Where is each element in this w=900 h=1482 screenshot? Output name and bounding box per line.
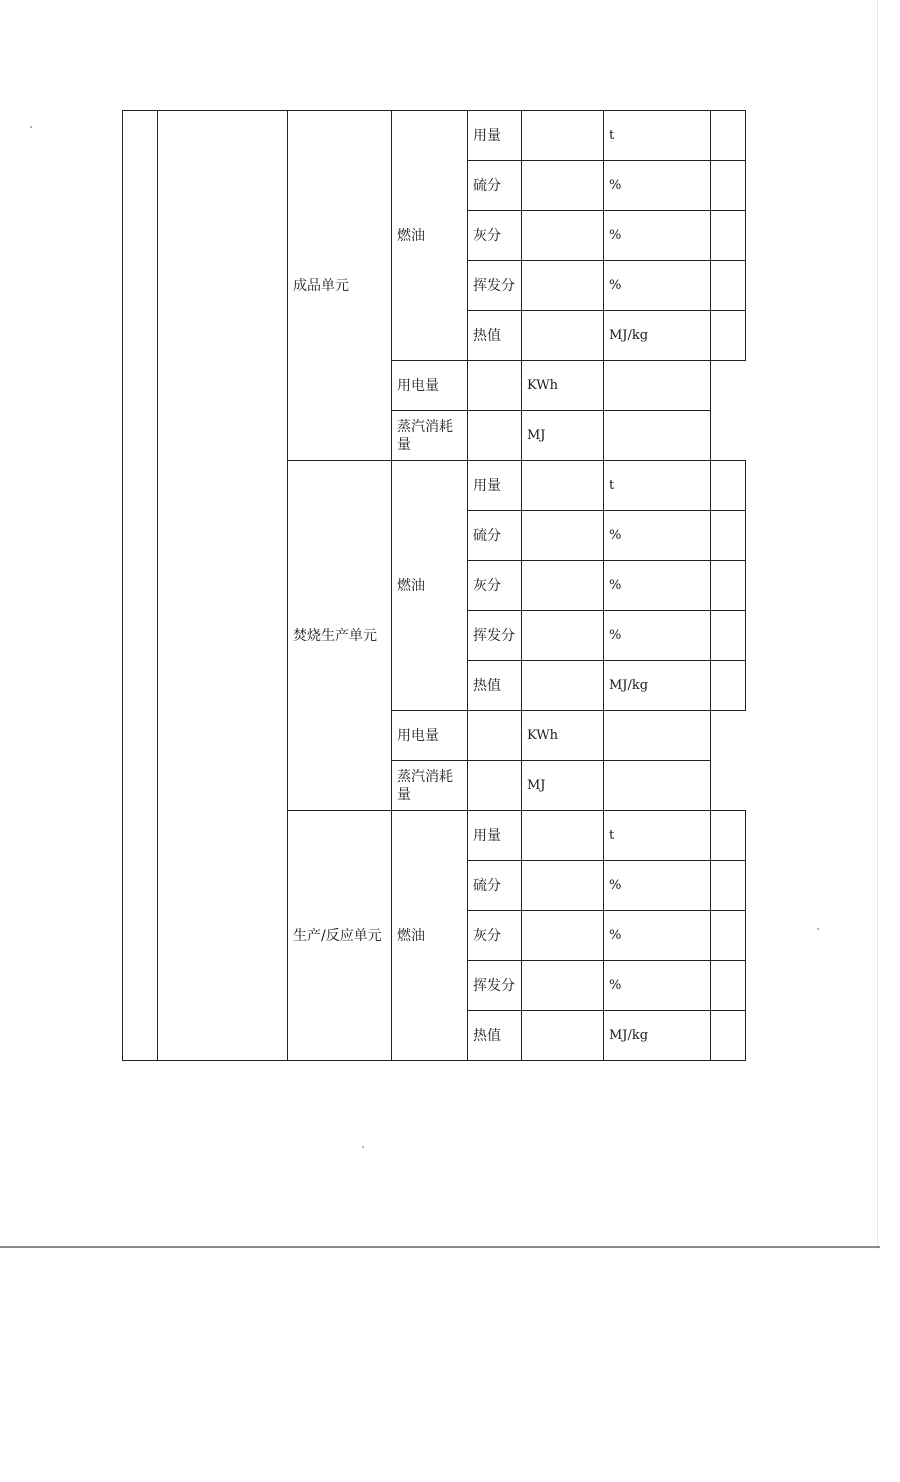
unit-of-measure-cell: MJ/kg: [604, 311, 711, 361]
unit-of-measure-cell: KWh: [522, 711, 604, 761]
item-label-cell: 热值: [468, 1011, 522, 1061]
unit-of-measure-cell: KWh: [522, 361, 604, 411]
unit-name-cell: 成品单元: [288, 111, 392, 461]
unit-of-measure-cell: %: [604, 611, 711, 661]
item-value-cell: [522, 161, 604, 211]
unit-name-cell: 生产/反应单元: [288, 811, 392, 1061]
remark-cell: [604, 711, 711, 761]
remark-cell: [711, 511, 746, 561]
item-value-cell: [468, 361, 522, 411]
item-label-cell: 用量: [468, 461, 522, 511]
item-label-cell: 热值: [468, 661, 522, 711]
remark-cell: [711, 161, 746, 211]
item-label-cell: 灰分: [468, 911, 522, 961]
unit-name-cell: 焚烧生产单元: [288, 461, 392, 811]
remark-cell: [711, 911, 746, 961]
unit-of-measure-cell: %: [604, 561, 711, 611]
item-value-cell: [468, 711, 522, 761]
item-value-cell: [522, 111, 604, 161]
remark-cell: [711, 261, 746, 311]
item-value-cell: [522, 661, 604, 711]
item-value-cell: [522, 311, 604, 361]
remark-cell: [711, 661, 746, 711]
item-label-cell: 灰分: [468, 561, 522, 611]
unit-of-measure-cell: %: [604, 961, 711, 1011]
item-label-cell: 用电量: [392, 711, 468, 761]
blank-col-1-cell: [123, 111, 158, 1061]
table-row: [123, 111, 746, 161]
item-value-cell: [522, 611, 604, 661]
item-label-cell: 灰分: [468, 211, 522, 261]
item-value-cell: [522, 461, 604, 511]
item-label-cell: 用电量: [392, 361, 468, 411]
scan-speck: [817, 928, 819, 930]
blank-col-2-cell: [158, 111, 288, 1061]
energy-consumption-table: [122, 110, 746, 1061]
item-label-cell: 热值: [468, 311, 522, 361]
unit-of-measure-cell: %: [604, 511, 711, 561]
remark-cell: [711, 861, 746, 911]
fuel-label-cell: 燃油: [392, 461, 468, 711]
item-value-cell: [522, 511, 604, 561]
item-value-cell: [522, 811, 604, 861]
scan-speck: [30, 126, 32, 128]
unit-of-measure-cell: t: [604, 811, 711, 861]
item-value-cell: [522, 861, 604, 911]
table-body: [123, 111, 746, 1061]
item-label-cell: 硫分: [468, 861, 522, 911]
unit-of-measure-cell: MJ: [522, 411, 604, 461]
remark-cell: [711, 561, 746, 611]
item-value-cell: [468, 411, 522, 461]
item-label-cell: 硫分: [468, 161, 522, 211]
unit-of-measure-cell: %: [604, 211, 711, 261]
unit-of-measure-cell: t: [604, 461, 711, 511]
item-label-cell: 用量: [468, 811, 522, 861]
item-label-cell: 硫分: [468, 511, 522, 561]
item-value-cell: [522, 1011, 604, 1061]
unit-of-measure-cell: MJ/kg: [604, 1011, 711, 1061]
remark-cell: [604, 411, 711, 461]
item-label-cell: 蒸汽消耗量: [392, 411, 468, 461]
remark-cell: [711, 811, 746, 861]
remark-cell: [711, 1011, 746, 1061]
remark-cell: [711, 111, 746, 161]
item-label-cell: 蒸汽消耗量: [392, 761, 468, 811]
unit-of-measure-cell: t: [604, 111, 711, 161]
remark-cell: [604, 761, 711, 811]
unit-of-measure-cell: MJ/kg: [604, 661, 711, 711]
page-edge-bottom: [0, 1246, 880, 1248]
item-label-cell: 用量: [468, 111, 522, 161]
remark-cell: [604, 361, 711, 411]
remark-cell: [711, 311, 746, 361]
remark-cell: [711, 961, 746, 1011]
scan-speck: [362, 1146, 364, 1148]
item-label-cell: 挥发分: [468, 611, 522, 661]
item-value-cell: [522, 911, 604, 961]
item-value-cell: [522, 211, 604, 261]
fuel-label-cell: 燃油: [392, 111, 468, 361]
remark-cell: [711, 211, 746, 261]
unit-of-measure-cell: %: [604, 161, 711, 211]
unit-of-measure-cell: %: [604, 261, 711, 311]
item-label-cell: 挥发分: [468, 961, 522, 1011]
item-value-cell: [522, 261, 604, 311]
remark-cell: [711, 461, 746, 511]
fuel-label-cell: 燃油: [392, 811, 468, 1061]
item-value-cell: [522, 961, 604, 1011]
item-value-cell: [522, 561, 604, 611]
item-value-cell: [468, 761, 522, 811]
page-edge-right: [877, 0, 878, 1250]
unit-of-measure-cell: %: [604, 861, 711, 911]
remark-cell: [711, 611, 746, 661]
unit-of-measure-cell: MJ: [522, 761, 604, 811]
unit-of-measure-cell: %: [604, 911, 711, 961]
item-label-cell: 挥发分: [468, 261, 522, 311]
